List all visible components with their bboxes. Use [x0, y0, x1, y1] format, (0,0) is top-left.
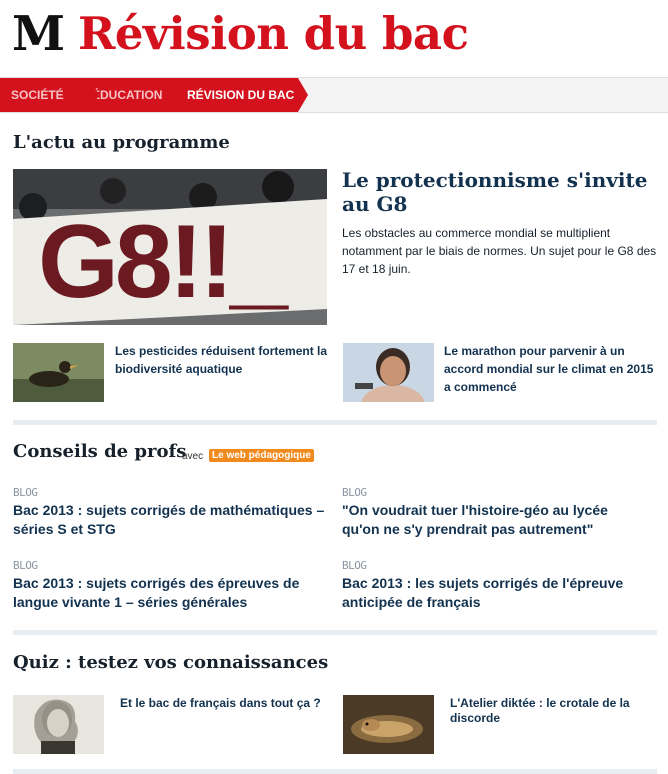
blog-post-link[interactable]: "On voudrait tuer l'histoire-géo au lycée qu'on ne s'y prendrait pas autrement": [342, 502, 608, 537]
quiz-link-crotale[interactable]: L'Atelier diktée : le crotale de la discorde: [450, 696, 630, 725]
protest-banner-image: [13, 169, 327, 325]
breadcrumb-label: SOCIÉTÉ: [11, 88, 64, 102]
lead-article-description: Les obstacles au commerce mondial se multiplient notamment par le biais de normes. Un sujet pour le G8 des 17 et 18 juin.: [342, 226, 657, 276]
quiz-image-voltaire[interactable]: [13, 695, 104, 754]
breadcrumb-label: RÉVISION DU BAC: [187, 88, 295, 102]
partner-prefix: avec: [182, 451, 204, 462]
blog-tag: BLOG: [342, 486, 367, 499]
chevron-right-icon: [178, 78, 188, 112]
chevron-right-icon: [89, 78, 99, 112]
breadcrumb-label: ÉDUCATION: [92, 88, 163, 102]
lead-article-image[interactable]: [13, 169, 327, 325]
section-heading-conseils: Conseils de profs: [13, 441, 187, 462]
lead-article-title[interactable]: Le protectionnisme s'invite au G8: [342, 168, 648, 216]
section-heading-quiz: Quiz : testez vos connaissances: [13, 652, 329, 673]
blog-post-link[interactable]: Bac 2013 : les sujets corrigés de l'épreuve anticipée de français: [342, 575, 624, 610]
pesticides-article-image[interactable]: [13, 343, 104, 402]
site-title[interactable]: Révision du bac: [78, 7, 469, 60]
section-divider: [13, 769, 657, 774]
climat-article-image[interactable]: [343, 343, 434, 402]
blog-tag: BLOG: [13, 559, 38, 572]
section-divider: [13, 420, 657, 425]
quiz-image-crotale[interactable]: [343, 695, 434, 754]
blog-post-link[interactable]: Bac 2013 : sujets corrigés de mathématiques – séries S et STG: [13, 502, 325, 537]
le-monde-logo[interactable]: M: [12, 6, 66, 62]
breadcrumb: [0, 77, 668, 113]
speaker-photo: [343, 343, 434, 402]
duck-photo: [13, 343, 104, 402]
blog-post-link[interactable]: Bac 2013 : sujets corrigés des épreuves de langue vivante 1 – séries générales: [13, 575, 300, 610]
blog-tag: BLOG: [13, 486, 38, 499]
article-link-climat[interactable]: Le marathon pour parvenir à un accord mondial sur le climat en 2015 a commencé: [444, 344, 654, 394]
breadcrumb-item-societe[interactable]: [0, 78, 89, 112]
rattlesnake-photo: [343, 695, 434, 754]
section-heading-actu: L'actu au programme: [13, 132, 230, 153]
partner-logo[interactable]: Le web pédagogique: [209, 449, 314, 462]
portrait-engraving: [13, 695, 104, 754]
chevron-right-icon: [298, 78, 308, 112]
blog-tag: BLOG: [342, 559, 367, 572]
site-header: [0, 0, 668, 77]
banner-text: G8!!_: [38, 204, 284, 320]
article-link-pesticides[interactable]: Les pesticides réduisent fortement la biodiversité aquatique: [115, 344, 328, 376]
quiz-link-francais[interactable]: Et le bac de français dans tout ça ?: [120, 696, 321, 710]
section-divider: [13, 630, 657, 635]
